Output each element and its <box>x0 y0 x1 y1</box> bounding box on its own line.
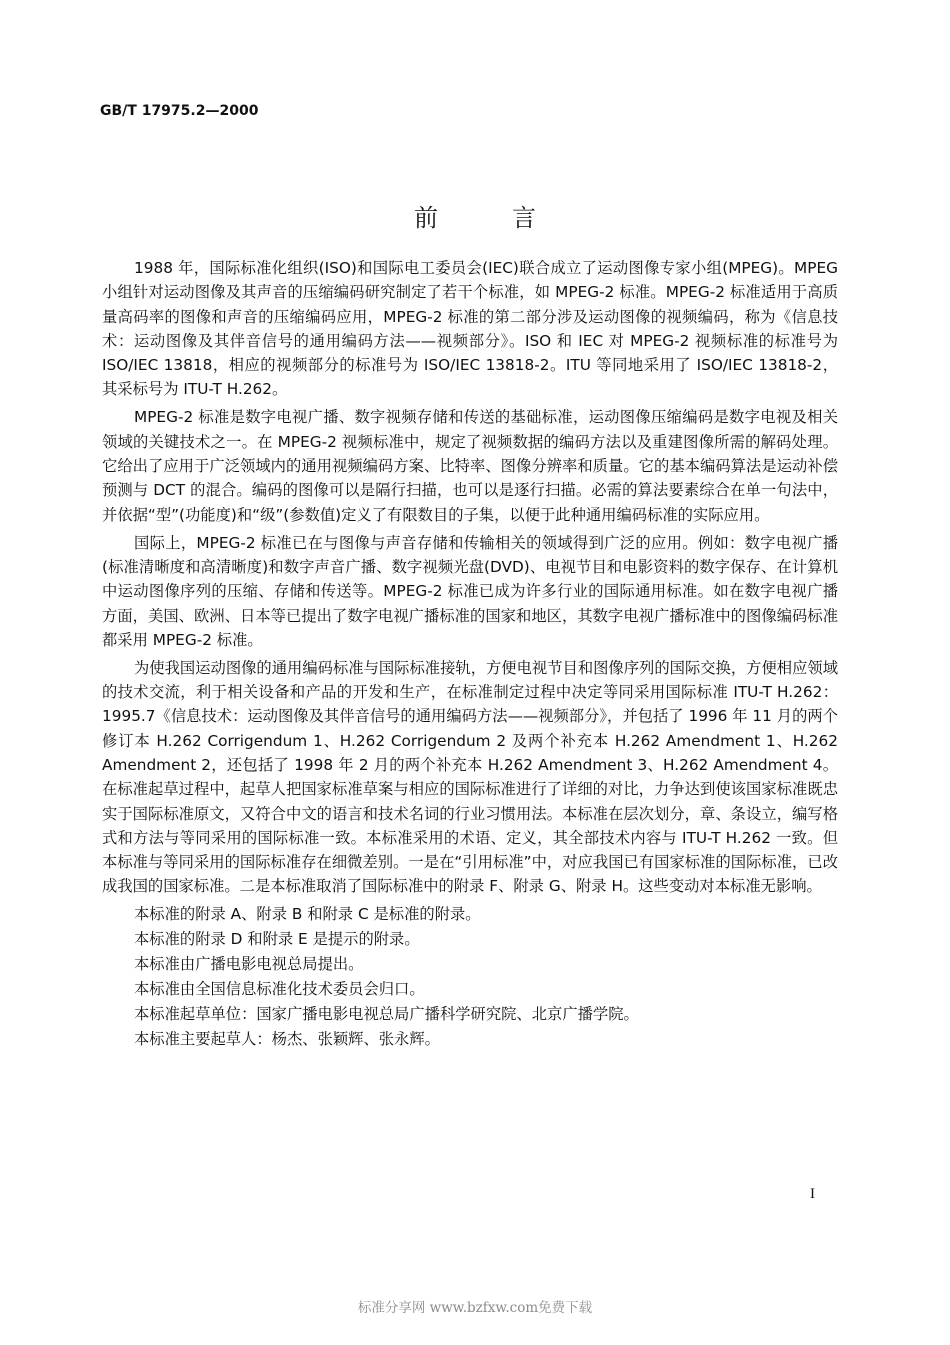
page-number: I <box>810 1186 815 1202</box>
paragraph-appendix-normative: 本标准的附录 A、附录 B 和附录 C 是标准的附录。 <box>134 905 481 924</box>
page-title: 前言 <box>414 204 610 232</box>
paragraph-2: MPEG-2 标准是数字电视广播、数字视频存储和传送的基础标准，运动图像压缩编码是数字电视及相关领域的关键技术之一。在 MPEG-2 视频标准中，规定了视频数据的编码方法以及重建图像所需的解码处理。它给出了应用于广泛领域内的通用视频编码方案、比特率、图像分辨率和质量。它的基本编码算法是运动补偿预测与 DCT 的混合。编码的图像可以是隔行扫描，也可以是逐行扫描。必需的算法要素综合在单一句法中，并依据“型”(功能度)和“级”(参数值)定义了有限数目的子集，以便于此种通用编码标准的实际应用。 <box>102 408 838 524</box>
paragraph-appendix-informative: 本标准的附录 D 和附录 E 是提示的附录。 <box>134 930 420 949</box>
paragraph-drafters: 本标准主要起草人：杨杰、张颖辉、张永辉。 <box>134 1030 440 1048</box>
paragraph-4: 为使我国运动图像的通用编码标准与国际标准接轨，方便电视节目和图像序列的国际交换，方便相应领域的技术交流，利于相关设备和产品的开发和生产，在标准制定过程中决定等同采用国际标准 ITU-T H.262：1995.7《信息技术：运动图像及其伴音信号的通用编码方法——视频部分》，并包括了 1996 年 11 月的两个修订本 H.262 Corrigendum 1、H.262 Corrigendum 2 及两个补充本 H.262 Amendment 1、H.262 Amendment 2，还包括了 1998 年 2 月的两个补充本 H.262 Amendment 3、H.262 Amendment 4。在标准起草过程中，起草人把国家标准草案与相应的国际标准进行了详细的对比，力争达到使该国家标准既忠实于国际标准原文，又符合中文的语言和技术名词的行业习惯用法。本标准在层次划分，章、条设立，编写格式和方法与等同采用的国际标准一致。本标准采用的术语、定义，其全部技术内容与 ITU-T H.262 一致。但本标准与等同采用的国际标准存在细微差别。一是在“引用标准”中，对应我国已有国家标准的国际标准，已改成我国的国家标准。二是本标准取消了国际标准中的附录 F、附录 G、附录 H。这些变动对本标准无影响。 <box>102 658 838 896</box>
document-code: GB/T 17975.2—2000 <box>100 103 259 119</box>
paragraph-proposer: 本标准由广播电影电视总局提出。 <box>134 955 364 974</box>
watermark: 标准分享网 www.bzfxw.com免费下载 <box>357 1300 593 1316</box>
paragraph-committee: 本标准由全国信息标准化技术委员会归口。 <box>134 980 425 999</box>
paragraph-3: 国际上，MPEG-2 标准已在与图像与声音存储和传输相关的领域得到广泛的应用。例如：数字电视广播(标准清晰度和高清晰度)和数字声音广播、数字视频光盘(DVD)、电视节目和电影资料的数字保存、在计算机中运动图像序列的压缩、存储和传送等。MPEG-2 标准已成为许多行业的国际通用标准。如在数字电视广播方面，美国、欧洲、日本等已提出了数字电视广播标准的国家和地区，其数字电视广播标准中的图像编码标准都采用 MPEG-2 标准。 <box>102 533 838 649</box>
paragraph-1: 1988 年，国际标准化组织(ISO)和国际电工委员会(IEC)联合成立了运动图像专家小组(MPEG)。MPEG 小组针对运动图像及其声音的压缩编码研究制定了若干个标准，如 MPEG-2 标准。MPEG-2 标准适用于高质量高码率的图像和声音的压缩编码应用，MPEG-2 标准的第二部分涉及运动图像的视频编码，称为《信息技术：运动图像及其伴音信号的通用编码方法——视频部分》。ISO 和 IEC 对 MPEG-2 视频标准的标准号为 ISO/IEC 13818，相应的视频部分的标准号为 ISO/IEC 13818-2。ITU 等同地采用了 ISO/IEC 13818-2，其采标号为 ITU-T H.262。 <box>102 259 838 399</box>
paragraph-drafting-units: 本标准起草单位：国家广播电影电视总局广播科学研究院、北京广播学院。 <box>134 1005 639 1024</box>
document-body <box>102 256 838 1052</box>
